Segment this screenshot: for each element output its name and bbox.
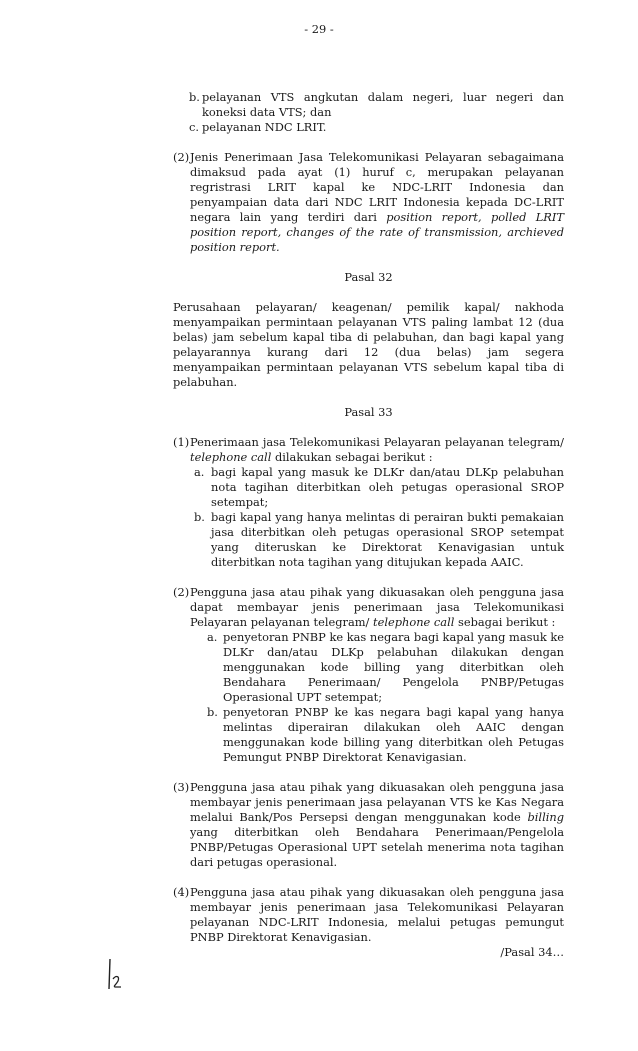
initial-mark-icon <box>106 957 126 991</box>
ayat-3 <box>173 780 564 870</box>
ayat-text-italic: telephone call <box>373 615 455 629</box>
next-page-indicator: /Pasal 34… <box>500 945 564 959</box>
ayat-4 <box>173 885 564 945</box>
pasal-32-title: Pasal 32 <box>344 270 393 284</box>
item-label: a. <box>207 630 218 644</box>
ayat-text-part: dilakukan sebagai berikut : <box>271 450 433 464</box>
item-label: c. <box>189 120 200 134</box>
ayat-text <box>190 585 564 630</box>
ayat-label: (2) <box>173 585 190 599</box>
list-item <box>189 120 564 135</box>
ayat-text-italic: telephone call <box>190 450 272 464</box>
ayat-text <box>190 150 564 255</box>
ayat-text-part: yang diterbitkan oleh Bendahara Penerimaan/Pengelola PNBP/Petugas Operasional UPT setelah menerima nota tagihan dari petugas operasional. <box>190 825 564 869</box>
pasal-32-text: Perusahaan pelayaran/ keagenan/ pemilik kapal/ nakhoda menyampaikan permintaan pelayanan VTS paling lambat 12 (dua belas) jam sebelum kapal tiba di pelabuhan, dan bagi kapal yang pelayarannya kurang dari 12 (dua belas) jam segera menyampaikan permintaan pelayanan VTS sebelum kapal tiba di pelabuhan. <box>173 300 564 389</box>
ayat-text <box>190 780 564 870</box>
ayat-label: (1) <box>173 435 190 449</box>
item-text: pelayanan VTS angkutan dalam negeri, luar negeri dan koneksi data VTS; dan <box>202 90 564 119</box>
ayat-text-part: Pengguna jasa atau pihak yang dikuasakan oleh pengguna jasa dapat membayar jenis penerimaan jasa Telekomunikasi Pelayaran pelayanan telegram/ <box>190 585 564 629</box>
ayat-text-part: Pengguna jasa atau pihak yang dikuasakan oleh pengguna jasa membayar jenis penerimaan jasa pelayanan VTS ke Kas Negara melalui Bank/Pos Persepsi dengan menggunakan kode <box>190 780 564 824</box>
ayat-text-part: Penerimaan jasa Telekomunikasi Pelayaran pelayanan telegram/ <box>190 435 564 449</box>
document-body <box>173 90 564 960</box>
item-label: b. <box>194 510 205 524</box>
item-label: b. <box>207 705 218 719</box>
ayat-text-italic: position report, polled LRIT position report, changes of the rate of transmission, archieved position report. <box>190 210 564 254</box>
ayat-2-list <box>173 630 564 765</box>
list-item <box>189 90 564 120</box>
item-text: penyetoran PNBP ke kas negara bagi kapal yang hanya melintas diperairan dilakukan oleh AAIC dengan menggunakan kode billing yang diterbitkan oleh Petugas Pemungut PNBP Direktorat Kenavigasian. <box>223 705 564 764</box>
ayat-1-list <box>173 465 564 570</box>
item-text: pelayanan NDC LRIT. <box>202 120 327 134</box>
ayat-text-part: sebagai berikut : <box>454 615 556 629</box>
list-item <box>194 465 564 510</box>
ayat-text-part: Jenis Penerimaan Jasa Telekomunikasi Pelayaran sebagaimana dimaksud pada ayat (1) huruf c, merupakan pelayanan regristrasi LRIT kapal ke NDC-LRIT Indonesia dan penyampaian data dari NDC LRIT Indonesia kepada DC-LRIT negara lain yang terdiri dari <box>190 150 564 224</box>
item-label: b. <box>189 90 200 104</box>
item-text: bagi kapal yang masuk ke DLKr dan/atau DLKp pelabuhan nota tagihan diterbitkan oleh petugas operasional SROP setempat; <box>211 465 564 509</box>
ayat-label: (3) <box>173 780 190 794</box>
ayat-text <box>190 435 564 465</box>
page-number: - 29 - <box>304 22 334 36</box>
list-item <box>194 510 564 570</box>
ayat-text: Pengguna jasa atau pihak yang dikuasakan oleh pengguna jasa membayar jenis penerimaan jasa Telekomunikasi Pelayaran pelayanan NDC-LRIT Indonesia, melalui petugas pemungut PNBP Direktorat Kenavigasian. <box>190 885 564 944</box>
list-item <box>207 705 564 765</box>
item-text: penyetoran PNBP ke kas negara bagi kapal yang masuk ke DLKr dan/atau DLKp pelabuhan dilakukan dengan menggunakan kode billing yang diterbitkan oleh Bendahara Penerimaan/ Pengelola PNBP/Petugas Operasional UPT setempat; <box>223 630 564 704</box>
top-list <box>173 90 564 135</box>
ayat-2-lrit <box>173 150 564 255</box>
ayat-1 <box>173 435 564 465</box>
ayat-label: (4) <box>173 885 190 899</box>
list-item <box>207 630 564 705</box>
ayat-text-italic: billing <box>527 810 564 824</box>
item-label: a. <box>194 465 205 479</box>
pasal-33-title: Pasal 33 <box>344 405 393 419</box>
ayat-label: (2) <box>173 150 190 164</box>
ayat-2 <box>173 585 564 630</box>
item-text: bagi kapal yang hanya melintas di perairan bukti pemakaian jasa diterbitkan oleh petugas operasional SROP setempat yang diteruskan ke Direktorat Kenavigasian untuk diterbitkan nota tagihan yang ditujukan kepada AAIC. <box>211 510 564 569</box>
